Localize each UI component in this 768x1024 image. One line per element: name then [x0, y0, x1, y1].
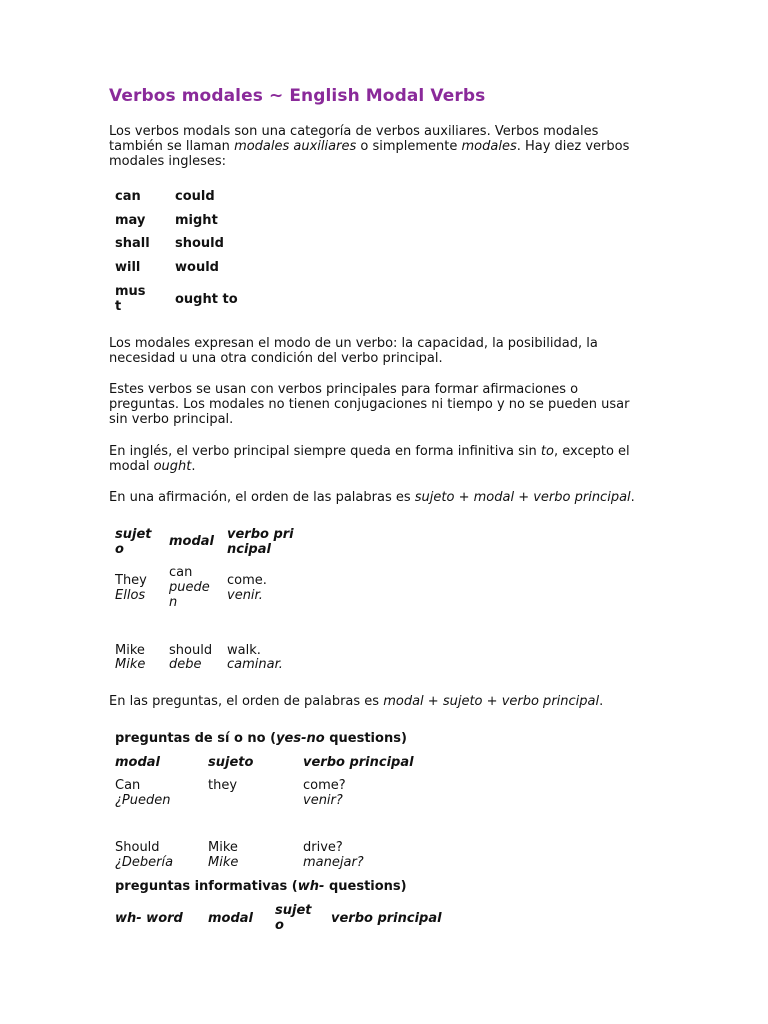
- paragraph-2: Los modales expresan el modo de un verbo: la capacidad, la posibilidad, la necesidad u una otra condición del verbo principal.: [109, 336, 598, 366]
- para4-text-2: to: [540, 444, 554, 459]
- intro-text-1: Los verbos modals son una categoría de verbos auxiliares. Verbos modales también se llaman: [109, 124, 599, 154]
- para5-text-6: verbo principal: [533, 490, 631, 505]
- para6-text-4: sujeto: [442, 694, 483, 709]
- table-cell: ¿Pueden: [115, 793, 171, 808]
- wh-heading: [115, 879, 407, 894]
- table-header: sujeto: [115, 527, 152, 557]
- intro-text-2: modales auxiliares: [234, 139, 357, 154]
- para4-text-3: , excepto el modal: [109, 444, 630, 474]
- table-cell: come.: [227, 573, 267, 588]
- modal-list-cell: might: [175, 213, 218, 228]
- modal-list-cell: would: [175, 260, 219, 275]
- modal-list-cell: should: [175, 236, 224, 251]
- yes-no-heading-c: questions): [324, 731, 407, 746]
- para6-text-7: .: [599, 694, 604, 709]
- modal-list-cell: ought to: [175, 292, 238, 307]
- modal-list-cell: will: [115, 260, 141, 275]
- table-header: sujeto: [208, 755, 254, 770]
- intro-text-4: modales: [461, 139, 517, 154]
- para6-text-1: En las preguntas, el orden de palabras es: [109, 694, 384, 709]
- table-cell: Should: [115, 840, 160, 855]
- table-header: verbo principal: [303, 755, 414, 770]
- modal-list-cell: shall: [115, 236, 150, 251]
- table-cell: Mike: [208, 855, 239, 870]
- table-cell: walk.: [227, 643, 261, 658]
- para5-text-1: En una afirmación, el orden de las palabras es: [109, 490, 415, 505]
- yes-no-heading-a: preguntas de sí o no (: [115, 731, 277, 746]
- para5-text-4: modal: [473, 490, 515, 505]
- page-title: Verbos modales ~ English Modal Verbs: [109, 86, 486, 106]
- para5-text-3: +: [454, 490, 474, 505]
- table-cell: come?: [303, 778, 346, 793]
- table-cell: They: [115, 573, 147, 588]
- table-cell: can: [169, 565, 193, 580]
- table-cell: should: [169, 643, 213, 658]
- yes-no-heading-b: yes-no: [276, 731, 325, 746]
- table-cell: Mike: [115, 657, 146, 672]
- paragraph-6: [109, 694, 649, 709]
- paragraph-5: [109, 490, 649, 505]
- modal-list-cell: may: [115, 213, 146, 228]
- modal-list-cell: must: [115, 284, 146, 314]
- table-cell: manejar?: [303, 855, 364, 870]
- paragraph-4: [109, 444, 649, 474]
- para4-text-5: .: [191, 459, 196, 474]
- wh-heading-c: questions): [324, 879, 407, 894]
- table-header: modal: [169, 534, 215, 549]
- para5-text-5: +: [514, 490, 534, 505]
- table-header: verbo principal: [227, 527, 294, 557]
- intro-text-5: . Hay diez verbos modales ingleses:: [109, 139, 630, 169]
- table-cell: debe: [169, 657, 202, 672]
- para6-text-2: modal: [383, 694, 424, 709]
- table-cell: Ellos: [115, 588, 146, 603]
- table-header: sujeto: [275, 903, 312, 933]
- para6-text-6: verbo principal: [501, 694, 600, 709]
- table-cell: caminar.: [227, 657, 283, 672]
- para6-text-3: +: [423, 694, 443, 709]
- table-cell: ¿Debería: [115, 855, 174, 870]
- table-cell: venir?: [303, 793, 343, 808]
- table-header: wh- word: [115, 911, 183, 926]
- table-cell: Mike: [115, 643, 145, 658]
- table-header: modal: [208, 911, 254, 926]
- intro-paragraph: [109, 124, 649, 169]
- table-header: modal: [115, 755, 161, 770]
- table-cell: they: [208, 778, 238, 793]
- table-cell: venir.: [227, 588, 263, 603]
- para6-text-5: +: [482, 694, 502, 709]
- para5-text-7: .: [630, 490, 635, 505]
- modal-list-cell: can: [115, 189, 141, 204]
- table-cell: Mike: [208, 840, 238, 855]
- para5-text-2: sujeto: [414, 490, 455, 505]
- yes-no-heading: [115, 731, 407, 746]
- para4-text-1: En inglés, el verbo principal siempre queda en forma infinitiva sin: [109, 444, 541, 459]
- para4-text-4: ought: [153, 459, 192, 474]
- table-cell: drive?: [303, 840, 343, 855]
- paragraph-3: Estes verbos se usan con verbos principales para formar afirmaciones o preguntas. Los modales no tienen conjugaciones ni tiempo y no se pueden usar sin verbo principal.: [109, 382, 630, 427]
- modal-list-cell: could: [175, 189, 215, 204]
- wh-heading-a: preguntas informativas (: [115, 879, 298, 894]
- table-cell: Can: [115, 778, 141, 793]
- wh-heading-b: wh-: [297, 879, 325, 894]
- intro-text-3: o simplemente: [356, 139, 462, 154]
- table-header: verbo principal: [331, 911, 442, 926]
- table-cell: pueden: [169, 580, 210, 610]
